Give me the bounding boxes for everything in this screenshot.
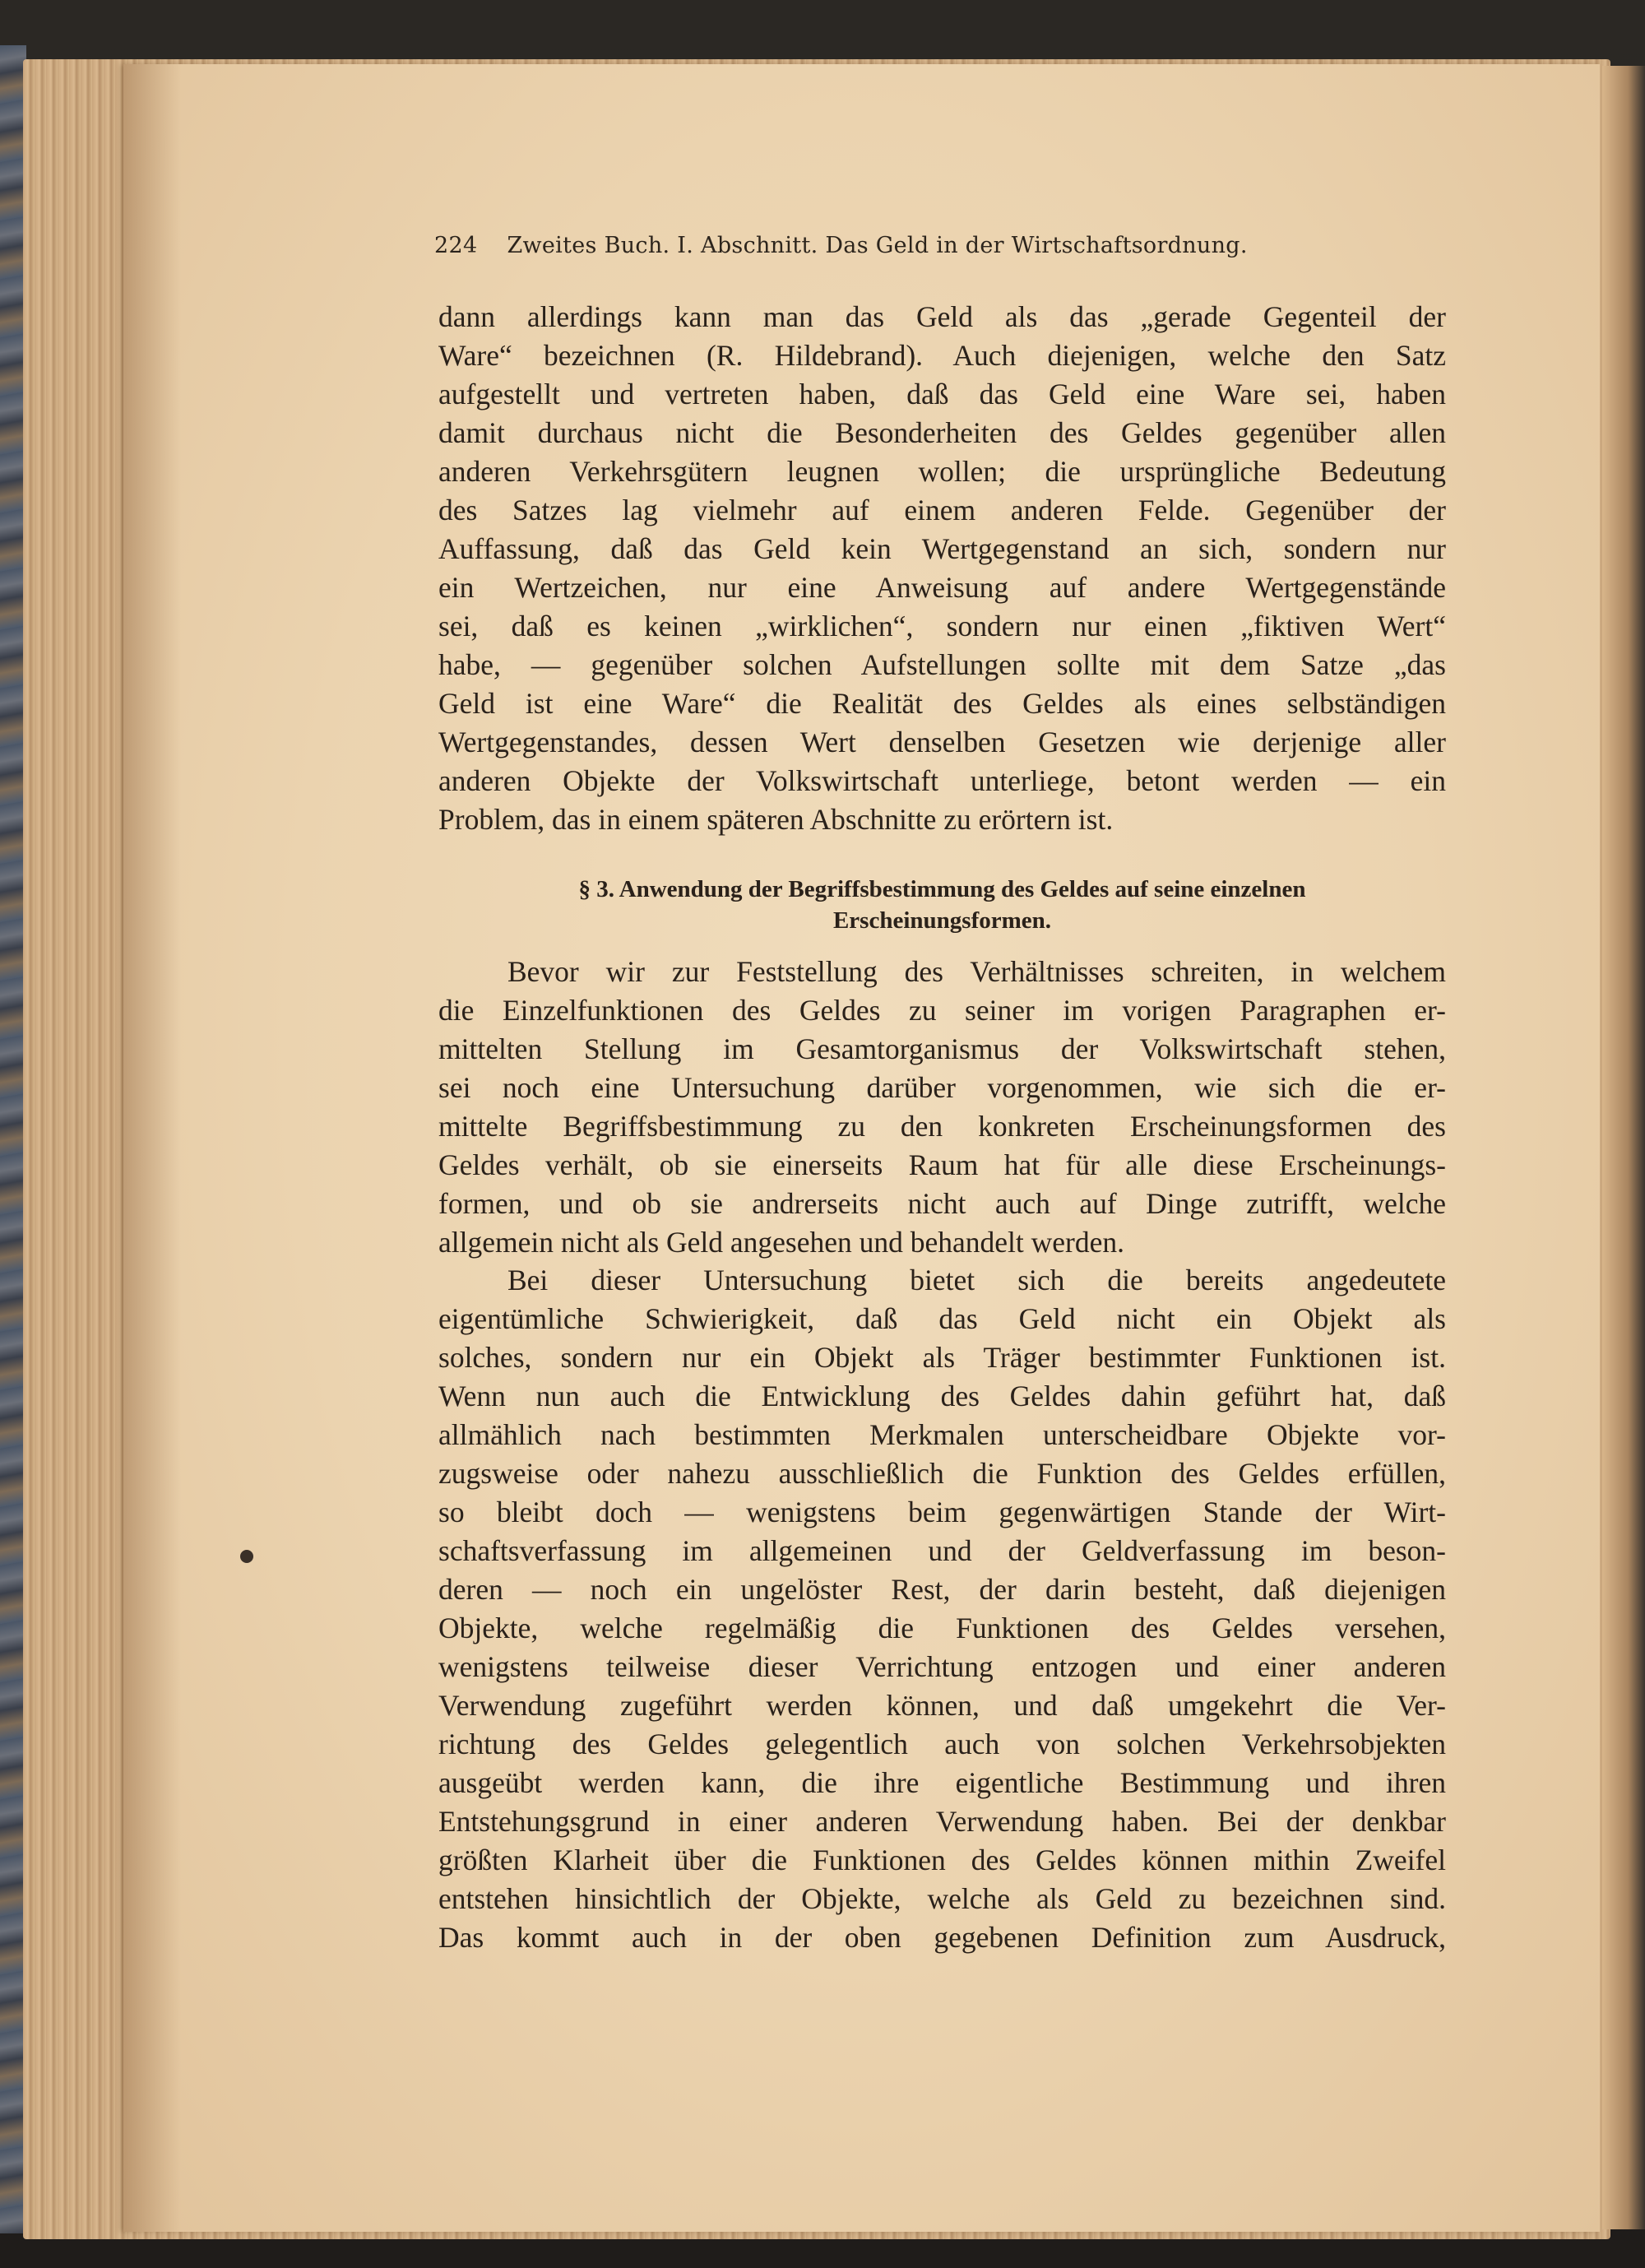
paragraph-continuation	[438, 298, 1446, 839]
text-line: Bei dieser Untersuchung bietet sich die bereits angedeutete	[507, 1264, 1446, 1296]
text-line: habe, — gegenüber solchen Aufstellungen sollte mit dem Satze „das	[438, 648, 1446, 681]
text-line: ein Wertzeichen, nur eine Anweisung auf andere Wertgegenstände	[438, 571, 1446, 604]
text-line: Wenn nun auch die Entwicklung des Geldes dahin geführt hat, daß	[438, 1380, 1446, 1412]
paragraph	[438, 1261, 1446, 1957]
text-line: des Satzes lag vielmehr auf einem anderen Felde. Gegenüber der	[438, 494, 1446, 526]
text-line: allgemein nicht als Geld angesehen und behandelt werden.	[438, 1226, 1124, 1259]
text-line: allmählich nach bestimmten Merkmalen unterscheidbare Objekte vor-	[438, 1418, 1446, 1451]
text-line: ausgeübt werden kann, die ihre eigentliche Bestimmung und ihren	[438, 1766, 1446, 1799]
text-line: entstehen hinsichtlich der Objekte, welche als Geld zu bezeichnen sind.	[438, 1882, 1446, 1915]
text-line: die Einzelfunktionen des Geldes zu seiner im vorigen Paragraphen er-	[438, 994, 1446, 1027]
page-right-edge	[1602, 66, 1645, 2229]
text-line: Problem, das in einem späteren Abschnitte zu erörtern ist.	[438, 803, 1114, 836]
text-line: sei noch eine Untersuchung darüber vorgenommen, wie sich die er-	[438, 1071, 1446, 1104]
running-header	[434, 233, 1339, 258]
section-heading-line: § 3. Anwendung der Begriffsbestimmung des Geldes auf seine einzelnen	[578, 876, 1306, 902]
text-line: Geldes verhält, ob sie einerseits Raum hat für alle diese Erscheinungs-	[438, 1148, 1446, 1181]
text-line: deren — noch ein ungelöster Rest, der darin besteht, daß diejenigen	[438, 1573, 1446, 1606]
page-number: 224	[434, 233, 478, 258]
text-line: Ware“ bezeichnen (R. Hildebrand). Auch diejenigen, welche den Satz	[438, 339, 1446, 372]
running-title: Zweites Buch. I. Abschnitt. Das Geld in der Wirtschaftsordnung.	[507, 233, 1248, 258]
text-line: anderen Verkehrsgütern leugnen wollen; die ursprüngliche Bedeutung	[438, 455, 1446, 488]
text-line: zugsweise oder nahezu ausschließlich die Funktion des Geldes erfüllen,	[438, 1457, 1446, 1490]
section-heading	[438, 874, 1446, 936]
paragraph	[438, 953, 1446, 1262]
text-line: Objekte, welche regelmäßig die Funktionen des Geldes versehen,	[438, 1612, 1446, 1644]
text-line: wenigstens teilweise dieser Verrichtung entzogen und einer anderen	[438, 1650, 1446, 1683]
text-line: Bevor wir zur Feststellung des Verhältnisses schreiten, in welchem	[507, 955, 1446, 988]
text-line: Wertgegenstandes, dessen Wert denselben Gesetzen wie derjenige aller	[438, 726, 1446, 758]
text-line: so bleibt doch — wenigstens beim gegenwärtigen Stande der Wirt-	[438, 1496, 1446, 1528]
text-line: schaftsverfassung im allgemeinen und der Geldverfassung im beson-	[438, 1534, 1446, 1567]
text-line: Auffassung, daß das Geld kein Wertgegenstand an sich, sondern nur	[438, 532, 1446, 565]
text-line: eigentümliche Schwierigkeit, daß das Geld nicht ein Objekt als	[438, 1302, 1446, 1335]
text-line: mittelte Begriffsbestimmung zu den konkreten Erscheinungsformen des	[438, 1110, 1446, 1143]
ink-spot	[240, 1550, 253, 1563]
text-line: Geld ist eine Ware“ die Realität des Geldes als eines selbständigen	[438, 687, 1446, 720]
text-line: größten Klarheit über die Funktionen des Geldes können mithin Zweifel	[438, 1844, 1446, 1876]
text-line: Verwendung zugeführt werden können, und daß umgekehrt die Ver-	[438, 1689, 1446, 1722]
text-line: sei, daß es keinen „wirklichen“, sondern nur einen „fiktiven Wert“	[438, 610, 1446, 642]
section-heading-line: Erscheinungsformen.	[832, 907, 1052, 934]
text-line: damit durchaus nicht die Besonderheiten des Geldes gegenüber allen	[438, 416, 1446, 449]
text-line: Entstehungsgrund in einer anderen Verwendung haben. Bei der denkbar	[438, 1805, 1446, 1838]
text-line: Das kommt auch in der oben gegebenen Definition zum Ausdruck,	[438, 1921, 1446, 1954]
text-line: aufgestellt und vertreten haben, daß das Geld eine Ware sei, haben	[438, 378, 1446, 410]
text-line: mittelten Stellung im Gesamtorganismus der Volkswirtschaft stehen,	[438, 1032, 1446, 1065]
text-line: formen, und ob sie andrerseits nicht auch auf Dinge zutrifft, welche	[438, 1187, 1446, 1220]
text-line: richtung des Geldes gelegentlich auch von solchen Verkehrsobjekten	[438, 1728, 1446, 1760]
text-line: solches, sondern nur ein Objekt als Träger bestimmter Funktionen ist.	[438, 1341, 1446, 1374]
gutter-shadow	[123, 64, 181, 2232]
text-line: anderen Objekte der Volkswirtschaft unterliege, betont werden — ein	[438, 764, 1446, 797]
text-line: dann allerdings kann man das Geld als das „gerade Gegenteil der	[438, 300, 1446, 333]
